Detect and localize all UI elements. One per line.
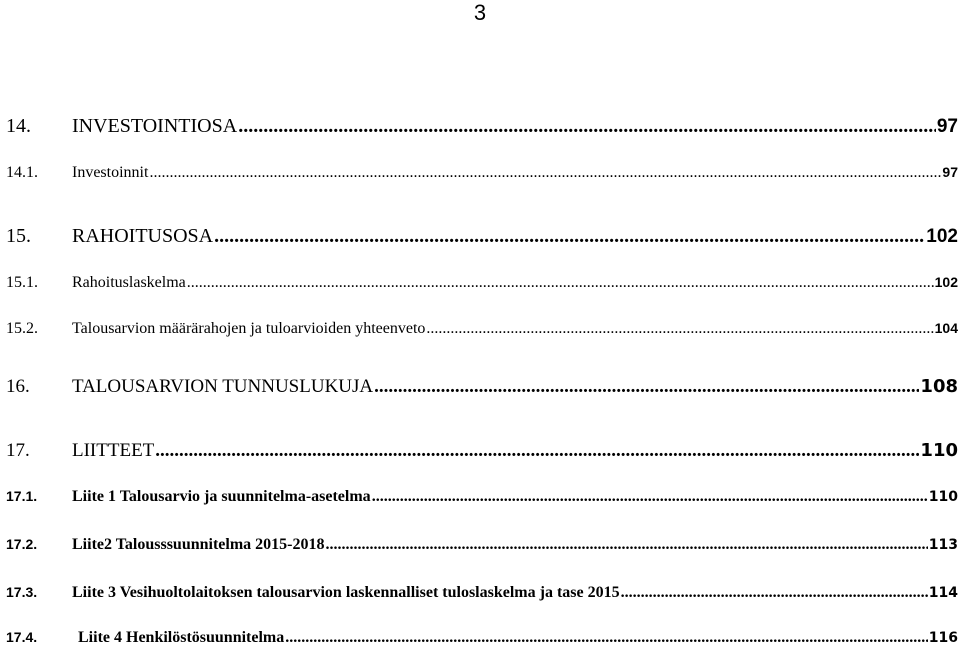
page-number: 3 — [473, 0, 487, 25]
toc-entry-title: LIITTEET — [72, 440, 155, 461]
toc-entry-title: Liite 3 Vesihuoltolaitoksen talousarvion laskennalliset tuloslaskelma ja tase 2015 — [72, 584, 620, 601]
toc-entry-page: 114 — [928, 585, 958, 601]
toc-entry-14-1[interactable] — [6, 164, 960, 182]
toc-entry-17[interactable] — [6, 440, 960, 462]
toc-entry-page: 110 — [928, 489, 958, 505]
toc-entry-14[interactable] — [6, 115, 960, 138]
toc-dot-leader — [187, 274, 934, 292]
toc-entry-title: INVESTOINTIOSA — [72, 115, 238, 137]
toc-entry-number: 17.2. — [6, 536, 38, 552]
toc-entry-page: 97 — [936, 116, 958, 137]
toc-entry-number: 17. — [6, 440, 30, 461]
toc-entry-15-2[interactable] — [6, 320, 960, 338]
toc-entry-title: Talousarvion määrärahojen ja tuloarvioiden yhteenveto — [72, 320, 426, 337]
toc-entry-15[interactable] — [6, 225, 960, 248]
toc-entry-page: 110 — [920, 440, 958, 461]
toc-entry-15-1[interactable] — [6, 274, 960, 292]
toc-dot-leader — [238, 115, 936, 138]
toc-dot-leader — [426, 320, 933, 338]
toc-entry-number: 15. — [6, 225, 31, 247]
toc-entry-title: Liite 1 Talousarvio ja suunnitelma-asetelma — [72, 488, 371, 505]
toc-entry-title: TALOUSARVION TUNNUSLUKUJA — [72, 376, 374, 397]
toc-entry-page: 102 — [934, 274, 958, 290]
toc-entry-number: 15.1. — [6, 274, 38, 291]
toc-entry-title: Investoinnit — [72, 164, 149, 181]
toc-dot-leader — [372, 488, 928, 506]
toc-entry-page: 97 — [942, 164, 958, 180]
toc-entry-number: 17.1. — [6, 488, 38, 504]
toc-entry-17-1[interactable] — [6, 488, 960, 506]
toc-entry-title: RAHOITUSOSA — [72, 225, 214, 247]
toc-entry-number: 17.4. — [6, 629, 38, 645]
toc-entry-title: Liite2 Talousssuunnitelma 2015-2018 — [72, 536, 325, 553]
toc-entry-title: Rahoituslaskelma — [72, 274, 186, 291]
toc-entry-number: 14. — [6, 115, 31, 137]
toc-entry-17-2[interactable] — [6, 536, 960, 554]
toc-entry-number: 15.2. — [6, 320, 38, 337]
toc-dot-leader — [149, 164, 941, 182]
toc-entry-16[interactable] — [6, 376, 960, 398]
toc-entry-17-4[interactable] — [6, 629, 960, 647]
toc-dot-leader — [285, 629, 928, 647]
toc-dot-leader — [374, 376, 919, 398]
toc-entry-page: 116 — [928, 630, 958, 646]
toc-entry-page: 113 — [928, 537, 958, 553]
toc-entry-page: 104 — [934, 320, 958, 336]
toc-entry-page: 108 — [920, 376, 958, 397]
toc-entry-17-3[interactable] — [6, 584, 960, 602]
toc-dot-leader — [214, 225, 925, 248]
toc-entry-number: 17.3. — [6, 584, 38, 600]
toc-entry-page: 102 — [926, 226, 958, 247]
toc-entry-number: 14.1. — [6, 164, 38, 181]
toc-entry-title: Liite 4 Henkilöstösuunnitelma — [78, 629, 285, 646]
toc-dot-leader — [621, 584, 928, 602]
toc-dot-leader — [326, 536, 928, 554]
toc-entry-number: 16. — [6, 376, 30, 397]
toc-dot-leader — [155, 440, 919, 462]
